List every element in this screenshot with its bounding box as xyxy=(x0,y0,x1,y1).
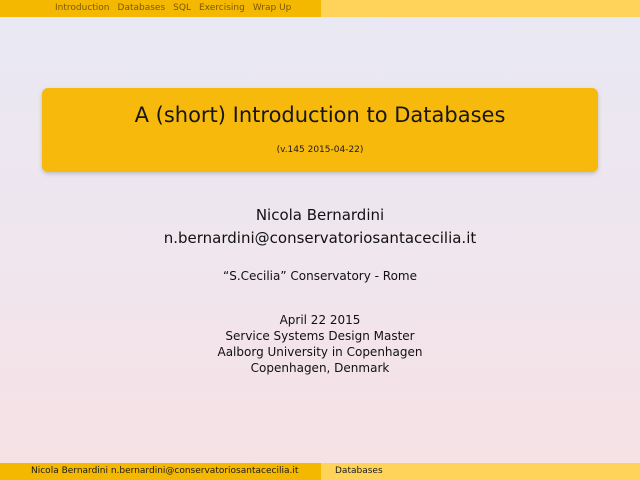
section-navigation xyxy=(55,0,291,17)
footer-section-title: Databases xyxy=(335,466,383,476)
presentation-location: Copenhagen, Denmark xyxy=(250,361,390,375)
presentation-version-date: (v.145 2015-04-22) xyxy=(276,145,364,155)
nav-item-introduction[interactable]: Introduction xyxy=(55,3,110,13)
institute: “S.Cecilia” Conservatory - Rome xyxy=(223,269,417,283)
footer-author-region xyxy=(0,463,321,480)
nav-item-exercising[interactable]: Exercising xyxy=(198,3,245,13)
author-name: Nicola Bernardini xyxy=(255,206,385,224)
footer-author-info: Nicola Bernardini n.bernardini@conservatoriosantacecilia.it xyxy=(31,466,299,476)
course-name: Service Systems Design Master xyxy=(225,329,415,343)
presentation-date: April 22 2015 xyxy=(279,313,361,327)
top-navigation-bar xyxy=(0,0,640,17)
nav-item-wrap-up[interactable]: Wrap Up xyxy=(252,3,292,13)
footer-bar xyxy=(0,463,640,480)
title-box xyxy=(42,88,598,172)
presentation-title: A (short) Introduction to Databases xyxy=(134,103,506,127)
university-name: Aalborg University in Copenhagen xyxy=(217,345,423,359)
presentation-details xyxy=(0,312,640,376)
author-email: n.bernardini@conservatoriosantacecilia.it xyxy=(163,229,477,247)
nav-item-databases[interactable]: Databases xyxy=(117,3,166,13)
author-block xyxy=(0,204,640,250)
nav-item-sql[interactable]: SQL xyxy=(173,3,191,13)
